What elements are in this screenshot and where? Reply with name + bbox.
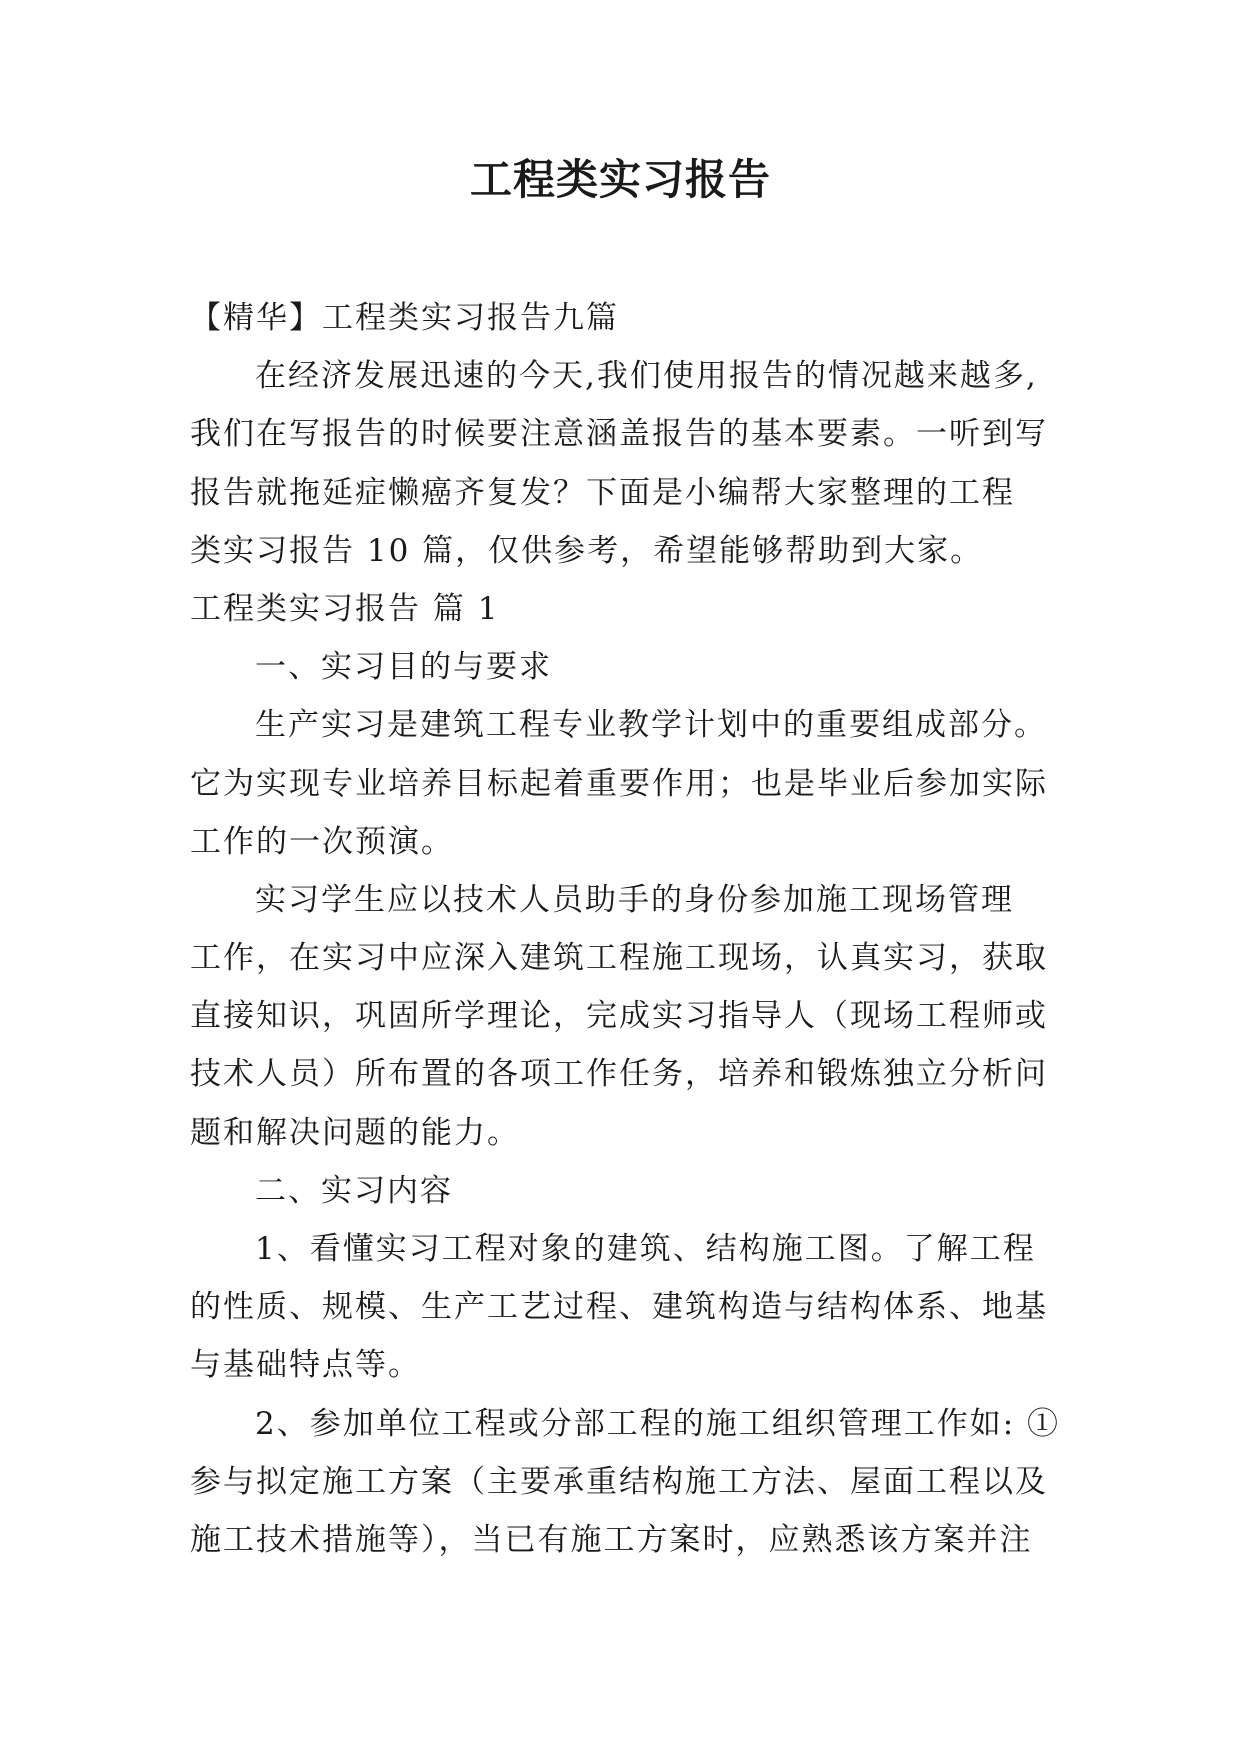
body-line: 报告就拖延症懒癌齐复发？下面是小编帮大家整理的工程 (190, 474, 1015, 511)
body-line: 它为实现专业培养目标起着重要作用；也是毕业后参加实际 (190, 765, 1048, 802)
body-line: 1、看懂实习工程对象的建筑、结构施工图。了解工程 (255, 1231, 1036, 1267)
body-line: 的性质、规模、生产工艺过程、建筑构造与结构体系、地基 (190, 1289, 1048, 1326)
body-line: 一、实习目的与要求 (255, 649, 552, 686)
body-line: 在经济发展迅速的今天,我们使用报告的情况越来越多, (255, 358, 1038, 395)
body-line: 类实习报告 10 篇，仅供参考，希望能够帮助到大家。 (190, 532, 984, 569)
body-line: 【精华】工程类实习报告九篇 (190, 300, 619, 336)
document-title: 工程类实习报告 (469, 155, 771, 204)
body-line: 我们在写报告的时候要注意涵盖报告的基本要素。一听到写 (190, 416, 1048, 453)
body-line: 生产实习是建筑工程专业教学计划中的重要组成部分。 (255, 707, 1047, 744)
body-line: 参与拟定施工方案（主要承重结构施工方法、屋面工程以及 (190, 1463, 1048, 1500)
body-line: 施工技术措施等），当已有施工方案时，应熟悉该方案并注 (190, 1521, 1033, 1558)
body-line: 工作的一次预演。 (190, 823, 454, 860)
document-body (190, 289, 1061, 1569)
body-line: 二、实习内容 (255, 1172, 453, 1209)
body-line: 题和解决问题的能力。 (190, 1114, 520, 1151)
body-line: 工作，在实习中应深入建筑工程施工现场，认真实习，获取 (190, 940, 1048, 977)
body-line: 工程类实习报告 篇 1 (190, 590, 500, 627)
body-line: 技术人员）所布置的各项工作任务，培养和锻炼独立分析问 (190, 1056, 1048, 1093)
body-line: 与基础特点等。 (190, 1347, 421, 1384)
body-line: 实习学生应以技术人员助手的身份参加施工现场管理 (255, 881, 1014, 918)
body-line: 直接知识，巩固所学理论，完成实习指导人（现场工程师或 (190, 998, 1048, 1035)
body-line: 2、参加单位工程或分部工程的施工组织管理工作如: ① (255, 1405, 1061, 1442)
